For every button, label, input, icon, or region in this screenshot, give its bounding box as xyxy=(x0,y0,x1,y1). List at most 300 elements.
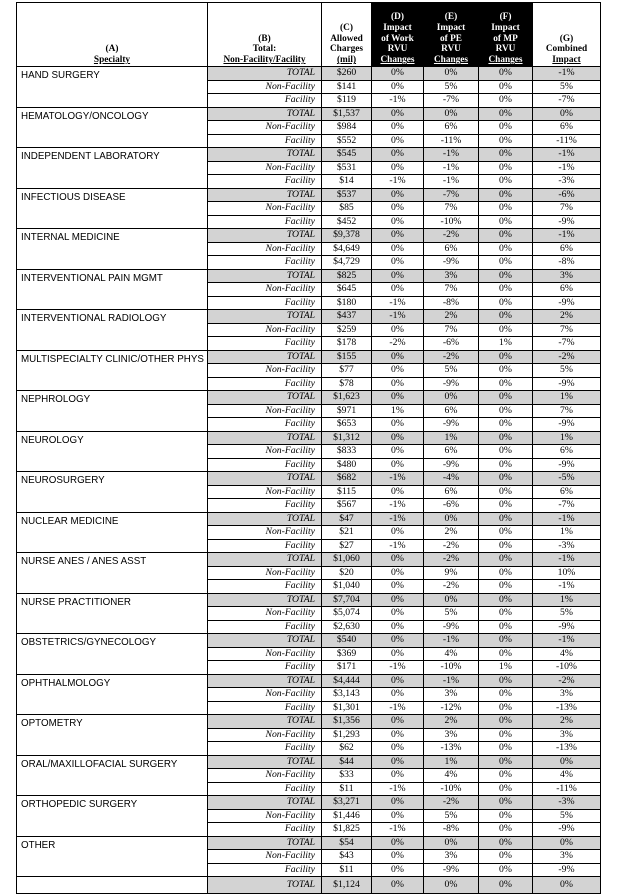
mp-rvu-cell: 0% xyxy=(479,134,533,148)
combined-impact-cell: -11% xyxy=(533,782,601,796)
combined-impact-cell: 6% xyxy=(533,121,601,135)
allowed-charges-cell: $21 xyxy=(322,526,372,540)
table-row-grand-total xyxy=(17,877,601,894)
header-pe-rvu xyxy=(424,3,479,67)
allowed-charges-cell: $480 xyxy=(322,458,372,472)
allowed-charges-cell: $1,060 xyxy=(322,553,372,567)
combined-impact-cell: 0% xyxy=(533,107,601,121)
row-type-cell: TOTAL xyxy=(208,715,322,729)
specialty-name: MULTISPECIALTY CLINIC/OTHER PHYS xyxy=(17,350,208,391)
row-type-cell: TOTAL xyxy=(208,593,322,607)
combined-impact-cell: 7% xyxy=(533,323,601,337)
allowed-charges-cell: $1,312 xyxy=(322,431,372,445)
pe-rvu-cell: 9% xyxy=(424,566,479,580)
header-c-title: (mil) xyxy=(336,55,357,66)
header-a-title: Specialty xyxy=(93,55,131,66)
mp-rvu-cell: 0% xyxy=(479,634,533,648)
allowed-charges-cell: $4,729 xyxy=(322,256,372,270)
row-type-cell: Non-Facility xyxy=(208,526,322,540)
table-row-total xyxy=(17,472,601,486)
specialty-name: OPTOMETRY xyxy=(17,715,208,756)
header-d-line3: RVU xyxy=(387,44,408,55)
work-rvu-cell: 0% xyxy=(372,283,424,297)
combined-impact-cell: -1% xyxy=(533,67,601,81)
work-rvu-cell: 0% xyxy=(372,769,424,783)
combined-impact-cell: -5% xyxy=(533,472,601,486)
pe-rvu-cell: -8% xyxy=(424,823,479,837)
combined-impact-cell: 0% xyxy=(533,836,601,850)
allowed-charges-cell: $1,356 xyxy=(322,715,372,729)
mp-rvu-cell: 0% xyxy=(479,310,533,324)
header-f-line2: of MP xyxy=(493,33,518,44)
impact-table-container xyxy=(16,2,600,894)
row-type-cell: Facility xyxy=(208,215,322,229)
mp-rvu-cell: 0% xyxy=(479,701,533,715)
pe-rvu-cell: 3% xyxy=(424,850,479,864)
work-rvu-cell: -1% xyxy=(372,175,424,189)
allowed-charges-cell: $537 xyxy=(322,188,372,202)
pe-rvu-cell: 0% xyxy=(424,67,479,81)
allowed-charges-cell: $531 xyxy=(322,161,372,175)
table-row-total xyxy=(17,796,601,810)
pe-rvu-cell: -6% xyxy=(424,337,479,351)
header-b-title: Non-Facility/Facility xyxy=(223,55,306,66)
work-rvu-cell: 0% xyxy=(372,431,424,445)
allowed-charges-cell: $180 xyxy=(322,296,372,310)
pe-rvu-cell: -1% xyxy=(424,674,479,688)
table-row-total xyxy=(17,148,601,162)
combined-impact-cell: -1% xyxy=(533,553,601,567)
row-type-cell: TOTAL xyxy=(208,269,322,283)
pe-rvu-cell: -1% xyxy=(424,634,479,648)
combined-impact-cell: 0% xyxy=(533,755,601,769)
combined-impact-cell: 7% xyxy=(533,202,601,216)
row-type-cell: TOTAL xyxy=(208,755,322,769)
pe-rvu-cell: -1% xyxy=(424,161,479,175)
pe-rvu-cell: -9% xyxy=(424,863,479,877)
combined-impact-cell: -2% xyxy=(533,350,601,364)
allowed-charges-cell: $437 xyxy=(322,310,372,324)
row-type-cell: TOTAL xyxy=(208,67,322,81)
table-row-total xyxy=(17,674,601,688)
pe-rvu-cell: -6% xyxy=(424,499,479,513)
work-rvu-cell: 0% xyxy=(372,364,424,378)
row-type-cell: Facility xyxy=(208,256,322,270)
combined-impact-cell: -8% xyxy=(533,256,601,270)
mp-rvu-cell: 0% xyxy=(479,242,533,256)
header-f-line3: RVU xyxy=(495,44,516,55)
work-rvu-cell: 0% xyxy=(372,323,424,337)
pe-rvu-cell: 4% xyxy=(424,769,479,783)
combined-impact-cell: 1% xyxy=(533,431,601,445)
pe-rvu-cell: -12% xyxy=(424,701,479,715)
mp-rvu-cell: 0% xyxy=(479,148,533,162)
work-rvu-cell: 0% xyxy=(372,202,424,216)
pe-rvu-cell: 1% xyxy=(424,755,479,769)
work-rvu-cell: 0% xyxy=(372,377,424,391)
mp-rvu-cell: 0% xyxy=(479,67,533,81)
specialty-blank-cell xyxy=(17,877,208,894)
pe-rvu-cell: 7% xyxy=(424,323,479,337)
combined-impact-cell: 1% xyxy=(533,391,601,405)
mp-rvu-cell: 0% xyxy=(479,431,533,445)
combined-impact-cell: -1% xyxy=(533,634,601,648)
row-type-cell: Non-Facility xyxy=(208,769,322,783)
mp-rvu-cell: 0% xyxy=(479,229,533,243)
work-rvu-cell: 0% xyxy=(372,877,424,894)
mp-rvu-cell: 0% xyxy=(479,607,533,621)
pe-rvu-cell: -10% xyxy=(424,782,479,796)
work-rvu-cell: 0% xyxy=(372,161,424,175)
pe-rvu-cell: 0% xyxy=(424,877,479,894)
mp-rvu-cell: 0% xyxy=(479,350,533,364)
header-d-letter: (D) xyxy=(391,12,404,23)
specialty-name: NUCLEAR MEDICINE xyxy=(17,512,208,553)
allowed-charges-cell: $178 xyxy=(322,337,372,351)
row-type-cell: TOTAL xyxy=(208,512,322,526)
work-rvu-cell: 0% xyxy=(372,458,424,472)
row-type-cell: Non-Facility xyxy=(208,80,322,94)
work-rvu-cell: 0% xyxy=(372,634,424,648)
table-row-total xyxy=(17,229,601,243)
work-rvu-cell: 0% xyxy=(372,674,424,688)
table-row-total xyxy=(17,188,601,202)
combined-impact-cell: 5% xyxy=(533,80,601,94)
work-rvu-cell: 0% xyxy=(372,269,424,283)
mp-rvu-cell: 1% xyxy=(479,337,533,351)
pe-rvu-cell: -2% xyxy=(424,229,479,243)
pe-rvu-cell: 6% xyxy=(424,404,479,418)
pe-rvu-cell: 0% xyxy=(424,107,479,121)
mp-rvu-cell: 0% xyxy=(479,539,533,553)
allowed-charges-cell: $47 xyxy=(322,512,372,526)
table-row-total xyxy=(17,391,601,405)
combined-impact-cell: 6% xyxy=(533,242,601,256)
mp-rvu-cell: 0% xyxy=(479,526,533,540)
allowed-charges-cell: $11 xyxy=(322,782,372,796)
pe-rvu-cell: 5% xyxy=(424,607,479,621)
combined-impact-cell: -2% xyxy=(533,674,601,688)
work-rvu-cell: 0% xyxy=(372,836,424,850)
row-type-cell: TOTAL xyxy=(208,634,322,648)
header-e-title: Changes xyxy=(433,55,469,66)
row-type-cell: Facility xyxy=(208,134,322,148)
table-row-total xyxy=(17,431,601,445)
pe-rvu-cell: 5% xyxy=(424,809,479,823)
work-rvu-cell: 0% xyxy=(372,445,424,459)
combined-impact-cell: 3% xyxy=(533,688,601,702)
work-rvu-cell: 0% xyxy=(372,121,424,135)
allowed-charges-cell: $833 xyxy=(322,445,372,459)
work-rvu-cell: 0% xyxy=(372,850,424,864)
table-row-total xyxy=(17,755,601,769)
header-d-title: Changes xyxy=(380,55,415,66)
combined-impact-cell: 2% xyxy=(533,310,601,324)
mp-rvu-cell: 0% xyxy=(479,485,533,499)
header-c-letter: (C) xyxy=(340,22,353,33)
pe-rvu-cell: 5% xyxy=(424,364,479,378)
pe-rvu-cell: -8% xyxy=(424,296,479,310)
mp-rvu-cell: 0% xyxy=(479,80,533,94)
specialty-name: NURSE PRACTITIONER xyxy=(17,593,208,634)
combined-impact-cell: -7% xyxy=(533,337,601,351)
mp-rvu-cell: 0% xyxy=(479,364,533,378)
allowed-charges-cell: $62 xyxy=(322,742,372,756)
header-b-line1: Total: xyxy=(252,44,277,55)
work-rvu-cell: 0% xyxy=(372,80,424,94)
mp-rvu-cell: 0% xyxy=(479,215,533,229)
mp-rvu-cell: 0% xyxy=(479,728,533,742)
work-rvu-cell: 0% xyxy=(372,229,424,243)
combined-impact-cell: 0% xyxy=(533,877,601,894)
allowed-charges-cell: $119 xyxy=(322,94,372,108)
pe-rvu-cell: -1% xyxy=(424,175,479,189)
mp-rvu-cell: 0% xyxy=(479,188,533,202)
row-type-cell: Non-Facility xyxy=(208,809,322,823)
allowed-charges-cell: $85 xyxy=(322,202,372,216)
work-rvu-cell: 0% xyxy=(372,148,424,162)
pe-rvu-cell: -11% xyxy=(424,134,479,148)
combined-impact-cell: -3% xyxy=(533,796,601,810)
mp-rvu-cell: 1% xyxy=(479,661,533,675)
mp-rvu-cell: 0% xyxy=(479,445,533,459)
combined-impact-cell: -3% xyxy=(533,175,601,189)
table-row-total xyxy=(17,269,601,283)
combined-impact-cell: -7% xyxy=(533,499,601,513)
row-type-cell: Non-Facility xyxy=(208,242,322,256)
row-type-cell: TOTAL xyxy=(208,310,322,324)
mp-rvu-cell: 0% xyxy=(479,472,533,486)
row-type-cell: TOTAL xyxy=(208,350,322,364)
combined-impact-cell: 3% xyxy=(533,269,601,283)
combined-impact-cell: 7% xyxy=(533,404,601,418)
pe-rvu-cell: -9% xyxy=(424,620,479,634)
pe-rvu-cell: -10% xyxy=(424,661,479,675)
work-rvu-cell: 0% xyxy=(372,566,424,580)
header-a-letter: (A) xyxy=(105,44,119,55)
pe-rvu-cell: -2% xyxy=(424,580,479,594)
allowed-charges-cell: $4,649 xyxy=(322,242,372,256)
allowed-charges-cell: $20 xyxy=(322,566,372,580)
pe-rvu-cell: 7% xyxy=(424,283,479,297)
allowed-charges-cell: $2,630 xyxy=(322,620,372,634)
mp-rvu-cell: 0% xyxy=(479,404,533,418)
work-rvu-cell: 0% xyxy=(372,350,424,364)
pe-rvu-cell: 1% xyxy=(424,431,479,445)
allowed-charges-cell: $9,378 xyxy=(322,229,372,243)
header-e-line1: Impact xyxy=(436,22,466,33)
row-type-cell: Non-Facility xyxy=(208,607,322,621)
allowed-charges-cell: $77 xyxy=(322,364,372,378)
combined-impact-cell: -9% xyxy=(533,458,601,472)
combined-impact-cell: -9% xyxy=(533,823,601,837)
row-type-cell: Non-Facility xyxy=(208,485,322,499)
pe-rvu-cell: 2% xyxy=(424,715,479,729)
work-rvu-cell: -1% xyxy=(372,701,424,715)
row-type-cell: Non-Facility xyxy=(208,728,322,742)
work-rvu-cell: -1% xyxy=(372,782,424,796)
row-type-cell: TOTAL xyxy=(208,229,322,243)
allowed-charges-cell: $171 xyxy=(322,661,372,675)
work-rvu-cell: 0% xyxy=(372,418,424,432)
pe-rvu-cell: 0% xyxy=(424,512,479,526)
row-type-cell: Non-Facility xyxy=(208,647,322,661)
header-g-letter: (G) xyxy=(559,33,574,44)
specialty-name: INTERNAL MEDICINE xyxy=(17,229,208,270)
combined-impact-cell: 5% xyxy=(533,809,601,823)
mp-rvu-cell: 0% xyxy=(479,674,533,688)
allowed-charges-cell: $645 xyxy=(322,283,372,297)
combined-impact-cell: 5% xyxy=(533,364,601,378)
pe-rvu-cell: 6% xyxy=(424,485,479,499)
allowed-charges-cell: $1,446 xyxy=(322,809,372,823)
row-type-cell: TOTAL xyxy=(208,796,322,810)
pe-rvu-cell: 5% xyxy=(424,80,479,94)
combined-impact-cell: 2% xyxy=(533,715,601,729)
combined-impact-cell: 6% xyxy=(533,485,601,499)
pe-rvu-cell: -9% xyxy=(424,418,479,432)
mp-rvu-cell: 0% xyxy=(479,458,533,472)
pe-rvu-cell: 7% xyxy=(424,202,479,216)
mp-rvu-cell: 0% xyxy=(479,580,533,594)
allowed-charges-cell: $1,301 xyxy=(322,701,372,715)
allowed-charges-cell: $4,444 xyxy=(322,674,372,688)
work-rvu-cell: 0% xyxy=(372,809,424,823)
work-rvu-cell: 0% xyxy=(372,715,424,729)
table-row-total xyxy=(17,350,601,364)
row-type-cell: Non-Facility xyxy=(208,364,322,378)
pe-rvu-cell: -9% xyxy=(424,458,479,472)
header-combined-impact xyxy=(533,3,601,67)
header-e-line2: of PE xyxy=(440,33,462,44)
mp-rvu-cell: 0% xyxy=(479,202,533,216)
combined-impact-cell: -13% xyxy=(533,701,601,715)
allowed-charges-cell: $369 xyxy=(322,647,372,661)
work-rvu-cell: -1% xyxy=(372,472,424,486)
header-d-line2: of Work xyxy=(381,33,414,44)
header-g-title: Impact xyxy=(552,55,581,66)
row-type-cell: Non-Facility xyxy=(208,566,322,580)
work-rvu-cell: 0% xyxy=(372,796,424,810)
pe-rvu-cell: -2% xyxy=(424,350,479,364)
mp-rvu-cell: 0% xyxy=(479,107,533,121)
table-row-total xyxy=(17,553,601,567)
mp-rvu-cell: 0% xyxy=(479,161,533,175)
allowed-charges-cell: $653 xyxy=(322,418,372,432)
allowed-charges-cell: $545 xyxy=(322,148,372,162)
mp-rvu-cell: 0% xyxy=(479,863,533,877)
combined-impact-cell: -9% xyxy=(533,215,601,229)
work-rvu-cell: 1% xyxy=(372,404,424,418)
table-row-total xyxy=(17,310,601,324)
combined-impact-cell: 1% xyxy=(533,593,601,607)
pe-rvu-cell: 6% xyxy=(424,242,479,256)
row-type-cell: TOTAL xyxy=(208,553,322,567)
row-type-cell: Facility xyxy=(208,458,322,472)
combined-impact-cell: -9% xyxy=(533,620,601,634)
combined-impact-cell: 4% xyxy=(533,769,601,783)
pe-rvu-cell: 2% xyxy=(424,526,479,540)
combined-impact-cell: -1% xyxy=(533,580,601,594)
mp-rvu-cell: 0% xyxy=(479,566,533,580)
table-row-total xyxy=(17,836,601,850)
header-g-line1: Combined xyxy=(545,44,588,55)
header-c-line1: Allowed xyxy=(330,33,363,44)
specialty-impact-table xyxy=(16,2,601,894)
work-rvu-cell: 0% xyxy=(372,485,424,499)
specialty-name: OTHER xyxy=(17,836,208,877)
row-type-cell: Non-Facility xyxy=(208,404,322,418)
pe-rvu-cell: 0% xyxy=(424,836,479,850)
row-type-cell: Facility xyxy=(208,377,322,391)
row-type-cell: TOTAL xyxy=(208,148,322,162)
allowed-charges-cell: $141 xyxy=(322,80,372,94)
header-f-title: Changes xyxy=(488,55,523,66)
row-type-cell: Facility xyxy=(208,418,322,432)
row-type-cell: Facility xyxy=(208,337,322,351)
work-rvu-cell: -1% xyxy=(372,296,424,310)
combined-impact-cell: -1% xyxy=(533,148,601,162)
mp-rvu-cell: 0% xyxy=(479,796,533,810)
pe-rvu-cell: -7% xyxy=(424,188,479,202)
pe-rvu-cell: 2% xyxy=(424,310,479,324)
mp-rvu-cell: 0% xyxy=(479,377,533,391)
row-type-cell: Non-Facility xyxy=(208,202,322,216)
specialty-name: NEUROLOGY xyxy=(17,431,208,472)
row-type-cell: TOTAL xyxy=(208,188,322,202)
work-rvu-cell: 0% xyxy=(372,593,424,607)
mp-rvu-cell: 0% xyxy=(479,593,533,607)
specialty-name: INDEPENDENT LABORATORY xyxy=(17,148,208,189)
mp-rvu-cell: 0% xyxy=(479,823,533,837)
header-f-letter: (F) xyxy=(499,12,512,23)
mp-rvu-cell: 0% xyxy=(479,836,533,850)
mp-rvu-cell: 0% xyxy=(479,647,533,661)
allowed-charges-cell: $1,825 xyxy=(322,823,372,837)
specialty-name: INFECTIOUS DISEASE xyxy=(17,188,208,229)
mp-rvu-cell: 0% xyxy=(479,620,533,634)
row-type-cell: Facility xyxy=(208,782,322,796)
allowed-charges-cell: $260 xyxy=(322,67,372,81)
work-rvu-cell: 0% xyxy=(372,215,424,229)
work-rvu-cell: -2% xyxy=(372,337,424,351)
row-type-cell: Facility xyxy=(208,863,322,877)
work-rvu-cell: -1% xyxy=(372,539,424,553)
combined-impact-cell: -6% xyxy=(533,188,601,202)
specialty-name: INTERVENTIONAL PAIN MGMT xyxy=(17,269,208,310)
work-rvu-cell: 0% xyxy=(372,647,424,661)
work-rvu-cell: 0% xyxy=(372,607,424,621)
row-type-cell: Non-Facility xyxy=(208,688,322,702)
mp-rvu-cell: 0% xyxy=(479,809,533,823)
allowed-charges-cell: $14 xyxy=(322,175,372,189)
pe-rvu-cell: -9% xyxy=(424,256,479,270)
pe-rvu-cell: -10% xyxy=(424,215,479,229)
specialty-name: OPHTHALMOLOGY xyxy=(17,674,208,715)
header-d-line1: Impact xyxy=(383,22,412,33)
pe-rvu-cell: -13% xyxy=(424,742,479,756)
table-row-total xyxy=(17,715,601,729)
work-rvu-cell: 0% xyxy=(372,863,424,877)
work-rvu-cell: 0% xyxy=(372,755,424,769)
combined-impact-cell: 6% xyxy=(533,445,601,459)
specialty-name: ORTHOPEDIC SURGERY xyxy=(17,796,208,837)
allowed-charges-cell: $825 xyxy=(322,269,372,283)
pe-rvu-cell: -7% xyxy=(424,94,479,108)
allowed-charges-cell: $27 xyxy=(322,539,372,553)
specialty-name: INTERVENTIONAL RADIOLOGY xyxy=(17,310,208,351)
work-rvu-cell: 0% xyxy=(372,526,424,540)
